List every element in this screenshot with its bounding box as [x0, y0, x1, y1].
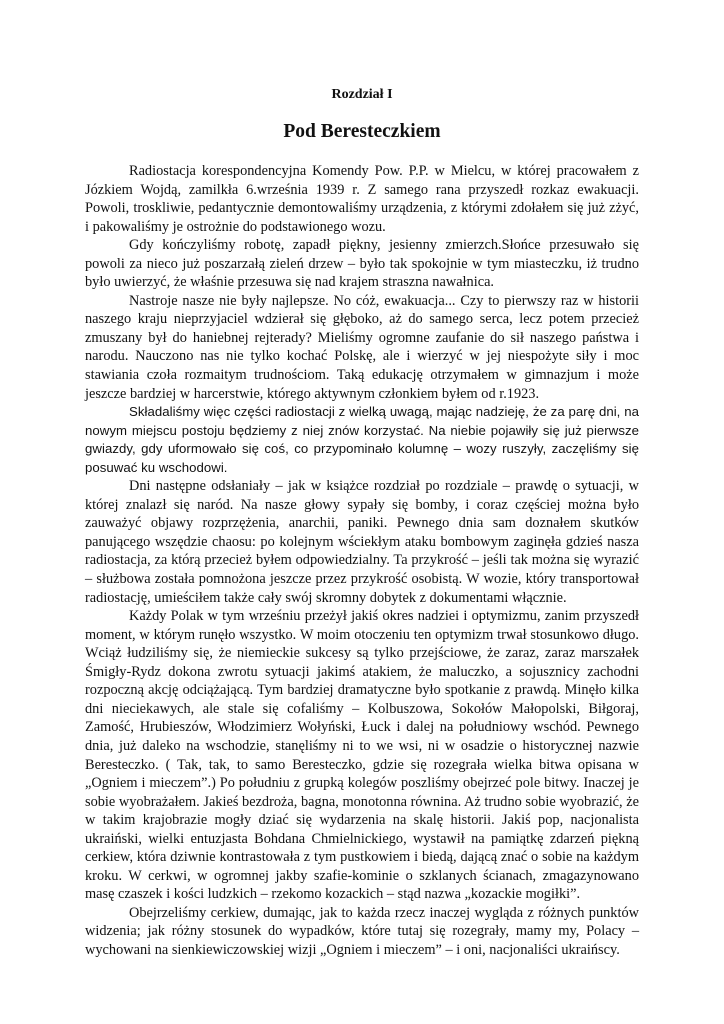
- chapter-title: Pod Beresteczkiem: [283, 121, 441, 142]
- paragraph-evacuation: Radiostacja korespondencyjna Komendy Pow. P.P. w Mielcu, w której pracowałem z Józkiem Wojdą, zamilkła 6.września 1939 r. Z samego rana przyszedł rozkaz ewakuacji. Powoli, troskliwie, pedantycznie demontowaliśmy urządzenia, z którymi zdołałem się już zżyć, i pakowaliśmy je ostrożnie do podstawionego wozu.: [85, 163, 639, 235]
- paragraph-following-days: Dni następne odsłaniały – jak w książce rozdział po rozdziale – prawdę o sytuacji, w której znalazł się naród. Na nasze głowy sypały się bomby, i coraz częściej można było zauważyć objawy rozprzężenia, anarchii, paniki. Pewnego dnia sam doznałem skutków panującego wszędzie chaosu: po kolejnym wściekłym ataku bombowym zaginęła gdzieś nasza radiostacja, za którą przecież byłem odpowiedzialny. Ta przykrość – jeśli tak można się wyrazić – służbowa została pomnożona jeszcze przez przykrość osobistą. W wozie, który transportował radiostację, umieściłem także cały swój skromny dobytek z dokumentami włącznie.: [85, 478, 639, 606]
- paragraph-beresteczko: Każdy Polak w tym wrześniu przeżył jakiś okres nadziei i optymizmu, zanim przyszedł moment, w którym runęło wszystko. W moim otoczeniu ten optymizm trwał stosunkowo długo. Wciąż łudziliśmy się, że niemieckie sukcesy są tylko przejściowe, że zaraz, zaraz marszałek Śmigły-Rydz dokona zwrotu sytuacji jakimś atakiem, że maluczko, a sojusznicy zachodni rozpoczną akcję odciążającą. Tym bardziej dramatyczne było spotkanie z prawdą. Minęło kilka dni nieciekawych, ale stale się cofaliśmy – Kolbuszowa, Sokołów Małopolski, Biłgoraj, Zamość, Hrubieszów, Włodzimierz Wołyński, Łuck i dalej na południowy wschód. Pewnego dnia, już daleko na wschodzie, stanęliśmy ni to we wsi, ni w osadzie o historycznej nazwie Beresteczko. ( Tak, tak, to samo Beresteczko, gdzie się rozegrała wielka bitwa opisana w „Ogniem i mieczem”.) Po południu z grupką kolegów poszliśmy obejrzeć pole bitwy. Inaczej je sobie wyobrażałem. Jakieś bezdroża, bagna, monotonna równina. Aż trudno sobie wyobrazić, że w takim krajobrazie mogły dziać się wydarzenia na skalę historii. Jakiś pop, nacjonalista ukraiński, wielki entuzjasta Bohdana Chmielnickiego, wystawił na pamiątkę zdarzeń piękną cerkiew, która dziwnie kontrastowała z tym pustkowiem i biedą, dającą znać o sobie na każdym kroku. W cerkwi, w ogromnej jakby szafie-kominie o szklanych ścianach, zmagazynowano masę czaszek i kości ludzkich – rzekomo kozackich – stąd nazwa „kozackie mogiłki”.: [85, 608, 639, 903]
- body-text: [85, 162, 639, 960]
- paragraph-twilight: Gdy kończyliśmy robotę, zapadł piękny, jesienny zmierzch.Słońce przesuwało się powoli za nieco już poszarzałą zieleń drzew – było tak spokojnie w tym miasteczku, iż trudno było uwierzyć, że właśnie przesuwa się nad krajem straszna nawałnica.: [85, 237, 639, 291]
- chapter-label: Rozdział I: [331, 87, 393, 102]
- paragraph-packing-radio: Składaliśmy więc części radiostacji z wielką uwagą, mając nadzieję, że za parę dni, na nowym miejscu postoju będziemy z niej znów korzystać. Na niebie pojawiły się już pierwsze gwiazdy, gdy uformowało się coś, co przypominało kolumnę – wozy ruszyły, zaczęliśmy się posuwać ku wschodowi.: [85, 404, 639, 475]
- paragraph-church: Obejrzeliśmy cerkiew, dumając, jak to każda rzecz inaczej wygląda z różnych punktów widzenia; jak różny stosunek do wypadków, które tutaj się rozegrały, mamy my, Polacy – wychowani na sienkiewiczowskiej wizji „Ogniem i mieczem” – i oni, nacjonaliści ukraińscy.: [85, 904, 639, 958]
- paragraph-moods: Nastroje nasze nie były najlepsze. No cóż, ewakuacja... Czy to pierwszy raz w historii naszego kraju nieprzyjaciel wdzierał się głęboko, aż do samego serca, lecz potem przecież zmuszany był do haniebnej rejterady? Mieliśmy ogromne zaufanie do sił naszego państwa i narodu. Nauczono nas nie tylko kochać Polskę, ale i wierzyć w jej niespożyte siły i moc stawiania czoła rozmaitym trudnościom. Taką edukację otrzymałem w gimnazjum i może jeszcze bardziej w harcerstwie, którego aktywnym członkiem byłem od r.1923.: [85, 292, 639, 402]
